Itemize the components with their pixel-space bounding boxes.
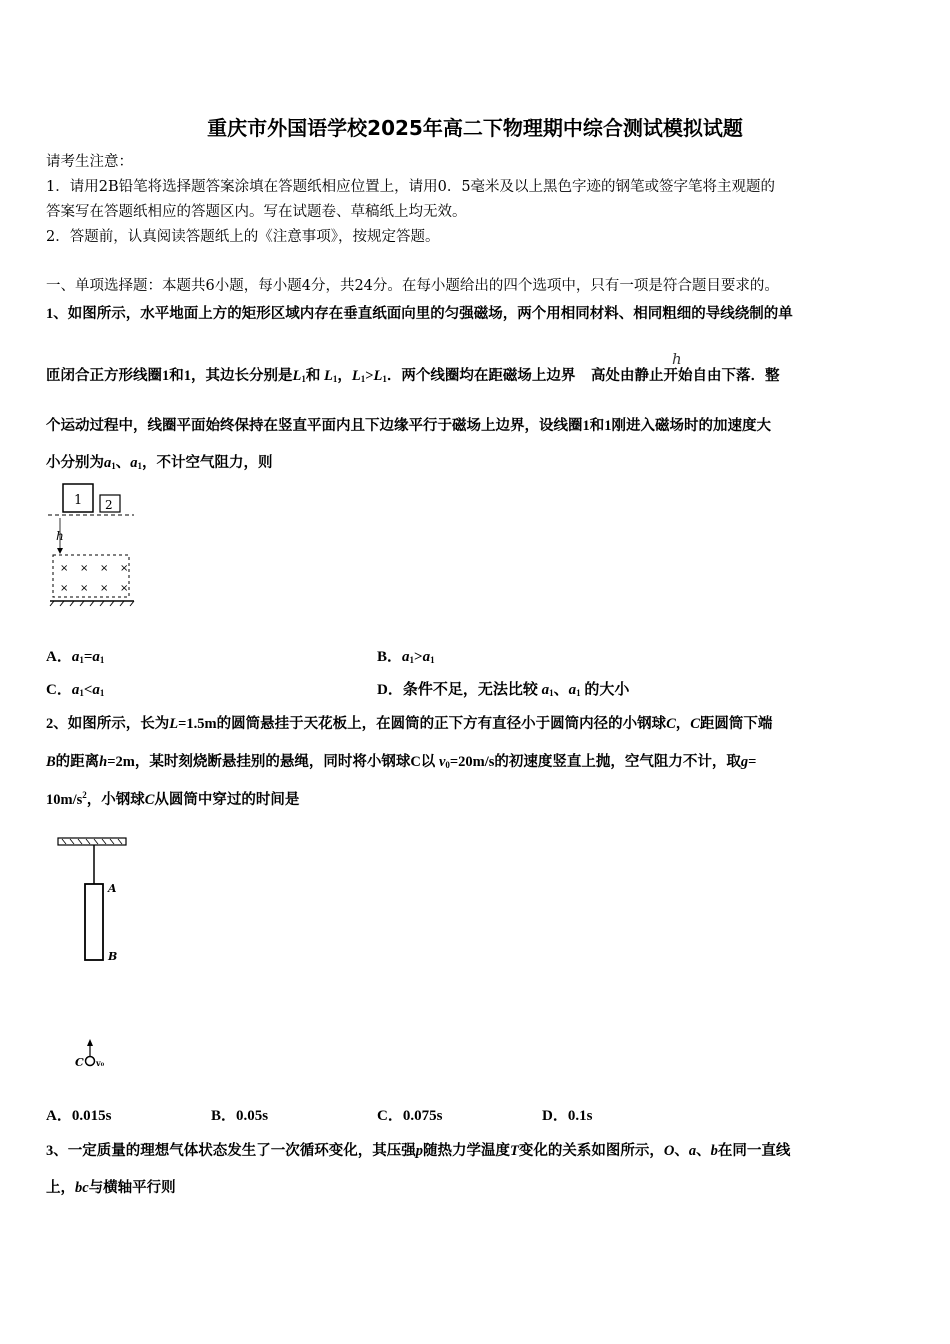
label-a: A bbox=[108, 882, 117, 895]
q1-option-d[interactable]: D．条件不足，无法比较 $a_1$、$a_1$ 的大小 bbox=[377, 682, 630, 698]
q1-line-2: 匝闭合正方形线圈1和1，其边长分别是$L_1$和 $L_1$，$L_1>L_1$．两个线圈均在距磁场上边界 高处由静止开始自由下落．整 bbox=[46, 368, 780, 384]
q1-option-b[interactable]: B．$a_1>a_1$ bbox=[377, 649, 435, 665]
q2-option-b[interactable]: B．0.05s bbox=[211, 1108, 269, 1124]
notice-line-3: 2．答题前，认真阅读答题纸上的《注意事项》，按规定答题。 bbox=[46, 229, 440, 245]
svg-text:×: × bbox=[80, 583, 89, 594]
h-symbol: h bbox=[672, 350, 682, 368]
svg-text:×: × bbox=[120, 563, 129, 574]
h-label: h bbox=[56, 529, 64, 543]
magnetic-field-figure bbox=[44, 480, 144, 608]
coil-2-label: 2 bbox=[105, 498, 113, 512]
q2-option-a[interactable]: A．0.015s bbox=[46, 1108, 112, 1124]
q3-line-1: 3、一定质量的理想气体状态发生了一次循环变化，其压强p随热力学温度T变化的关系如图所示，O、a、b在同一直线 bbox=[46, 1143, 791, 1159]
label-v0: v₀ bbox=[96, 1058, 105, 1068]
ceiling bbox=[58, 838, 126, 845]
svg-text:×: × bbox=[60, 563, 69, 574]
cylinder-figure bbox=[56, 834, 136, 1074]
q2-option-d[interactable]: D．0.1s bbox=[542, 1108, 593, 1124]
q1-line-4: 小分别为$a_1$、$a_1$，不计空气阻力，则 bbox=[46, 455, 273, 471]
svg-text:×: × bbox=[80, 563, 89, 574]
q1-option-a[interactable]: A．$a_1=a_1$ bbox=[46, 649, 105, 665]
label-b: B bbox=[108, 950, 118, 963]
svg-text:×: × bbox=[100, 563, 109, 574]
q2-line-3: $10m/s^2$，小钢球C从圆筒中穿过的时间是 bbox=[46, 790, 300, 808]
notice-heading: 请考生注意： bbox=[46, 154, 133, 170]
q2-line-2: B的距离h=2m，某时刻烧断悬挂别的悬绳，同时将小钢球C以 $v_0=20m/s$的初速度竖直上抛，空气阻力不计，取g= bbox=[46, 754, 757, 770]
q2-line-1: 2、如图所示，长为L=1.5m的圆筒悬挂于天花板上，在圆筒的正下方有直径小于圆筒内径的小钢球C，C距圆筒下端 bbox=[46, 716, 773, 732]
q2-option-c[interactable]: C．0.075s bbox=[377, 1108, 443, 1124]
svg-text:×: × bbox=[120, 583, 129, 594]
q1-line-3: 个运动过程中，线圈平面始终保持在竖直平面内且下边缘平行于磁场上边界，设线圈1和1刚进入磁场时的加速度大 bbox=[46, 418, 771, 434]
coil-1-label: 1 bbox=[74, 493, 83, 508]
section-heading: 一、单项选择题：本题共6小题，每小题4分，共24分。在每小题给出的四个选项中，只有一项是符合题目要求的。 bbox=[46, 278, 779, 294]
label-c: C bbox=[75, 1056, 84, 1069]
notice-line-2: 答案写在答题纸相应的答题区内。写在试题卷、草稿纸上均无效。 bbox=[46, 204, 467, 220]
svg-text:×: × bbox=[60, 583, 69, 594]
cylinder-tube bbox=[85, 884, 103, 960]
svg-text:×: × bbox=[100, 583, 109, 594]
q3-line-2: 上，bc与横轴平行则 bbox=[46, 1180, 176, 1196]
steel-ball bbox=[86, 1057, 95, 1066]
notice-line-1: 1．请用2B铅笔将选择题答案涂填在答题纸相应位置上，请用0．5毫米及以上黑色字迹的钢笔或签字笔将主观题的 bbox=[46, 179, 776, 195]
q1-line-1: 1、如图所示，水平地面上方的矩形区域内存在垂直纸面向里的匀强磁场，两个用相同材料、相同粗细的导线绕制的单 bbox=[46, 306, 793, 322]
page-title: 重庆市外国语学校2025年高二下物理期中综合测试模拟试题 bbox=[207, 116, 743, 140]
q1-option-c[interactable]: C．$a_1<a_1$ bbox=[46, 682, 105, 698]
